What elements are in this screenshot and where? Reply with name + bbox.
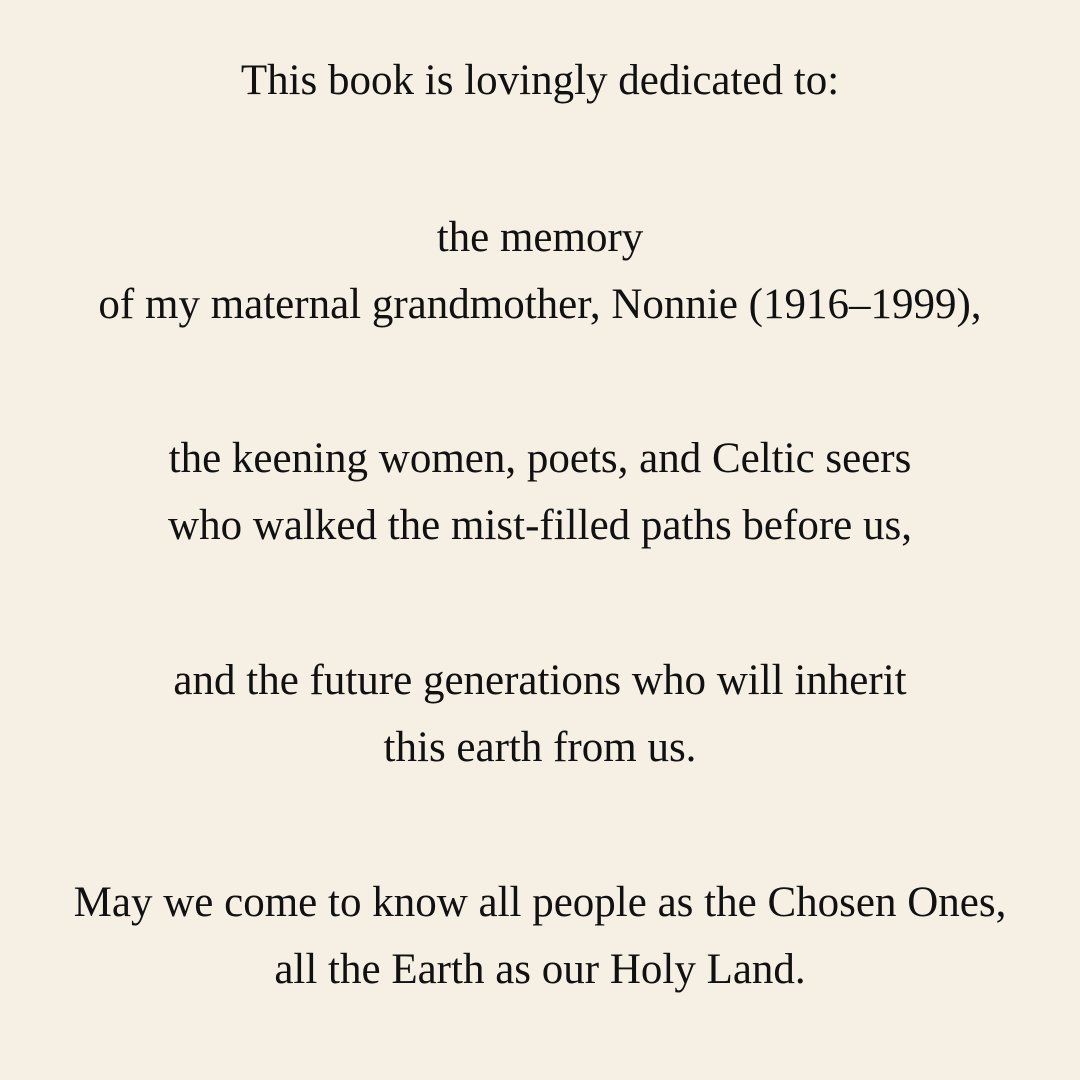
stanza-2-line-2: who walked the mist-filled paths before us, [168, 502, 912, 549]
stanza-3-line-2: this earth from us. [383, 724, 697, 771]
stanza-2-line-1: the keening women, poets, and Celtic seers [168, 435, 912, 482]
dedication-heading: This book is lovingly dedicated to: [240, 57, 840, 104]
stanza-1-line-2: of my maternal grandmother, Nonnie (1916–1999), [98, 281, 982, 328]
blessing-line-2: all the Earth as our Holy Land. [274, 946, 806, 993]
blessing-line-1: May we come to know all people as the Chosen Ones, [73, 879, 1007, 926]
stanza-1-line-1: the memory [436, 214, 644, 261]
stanza-3-line-1: and the future generations who will inherit [173, 657, 907, 704]
